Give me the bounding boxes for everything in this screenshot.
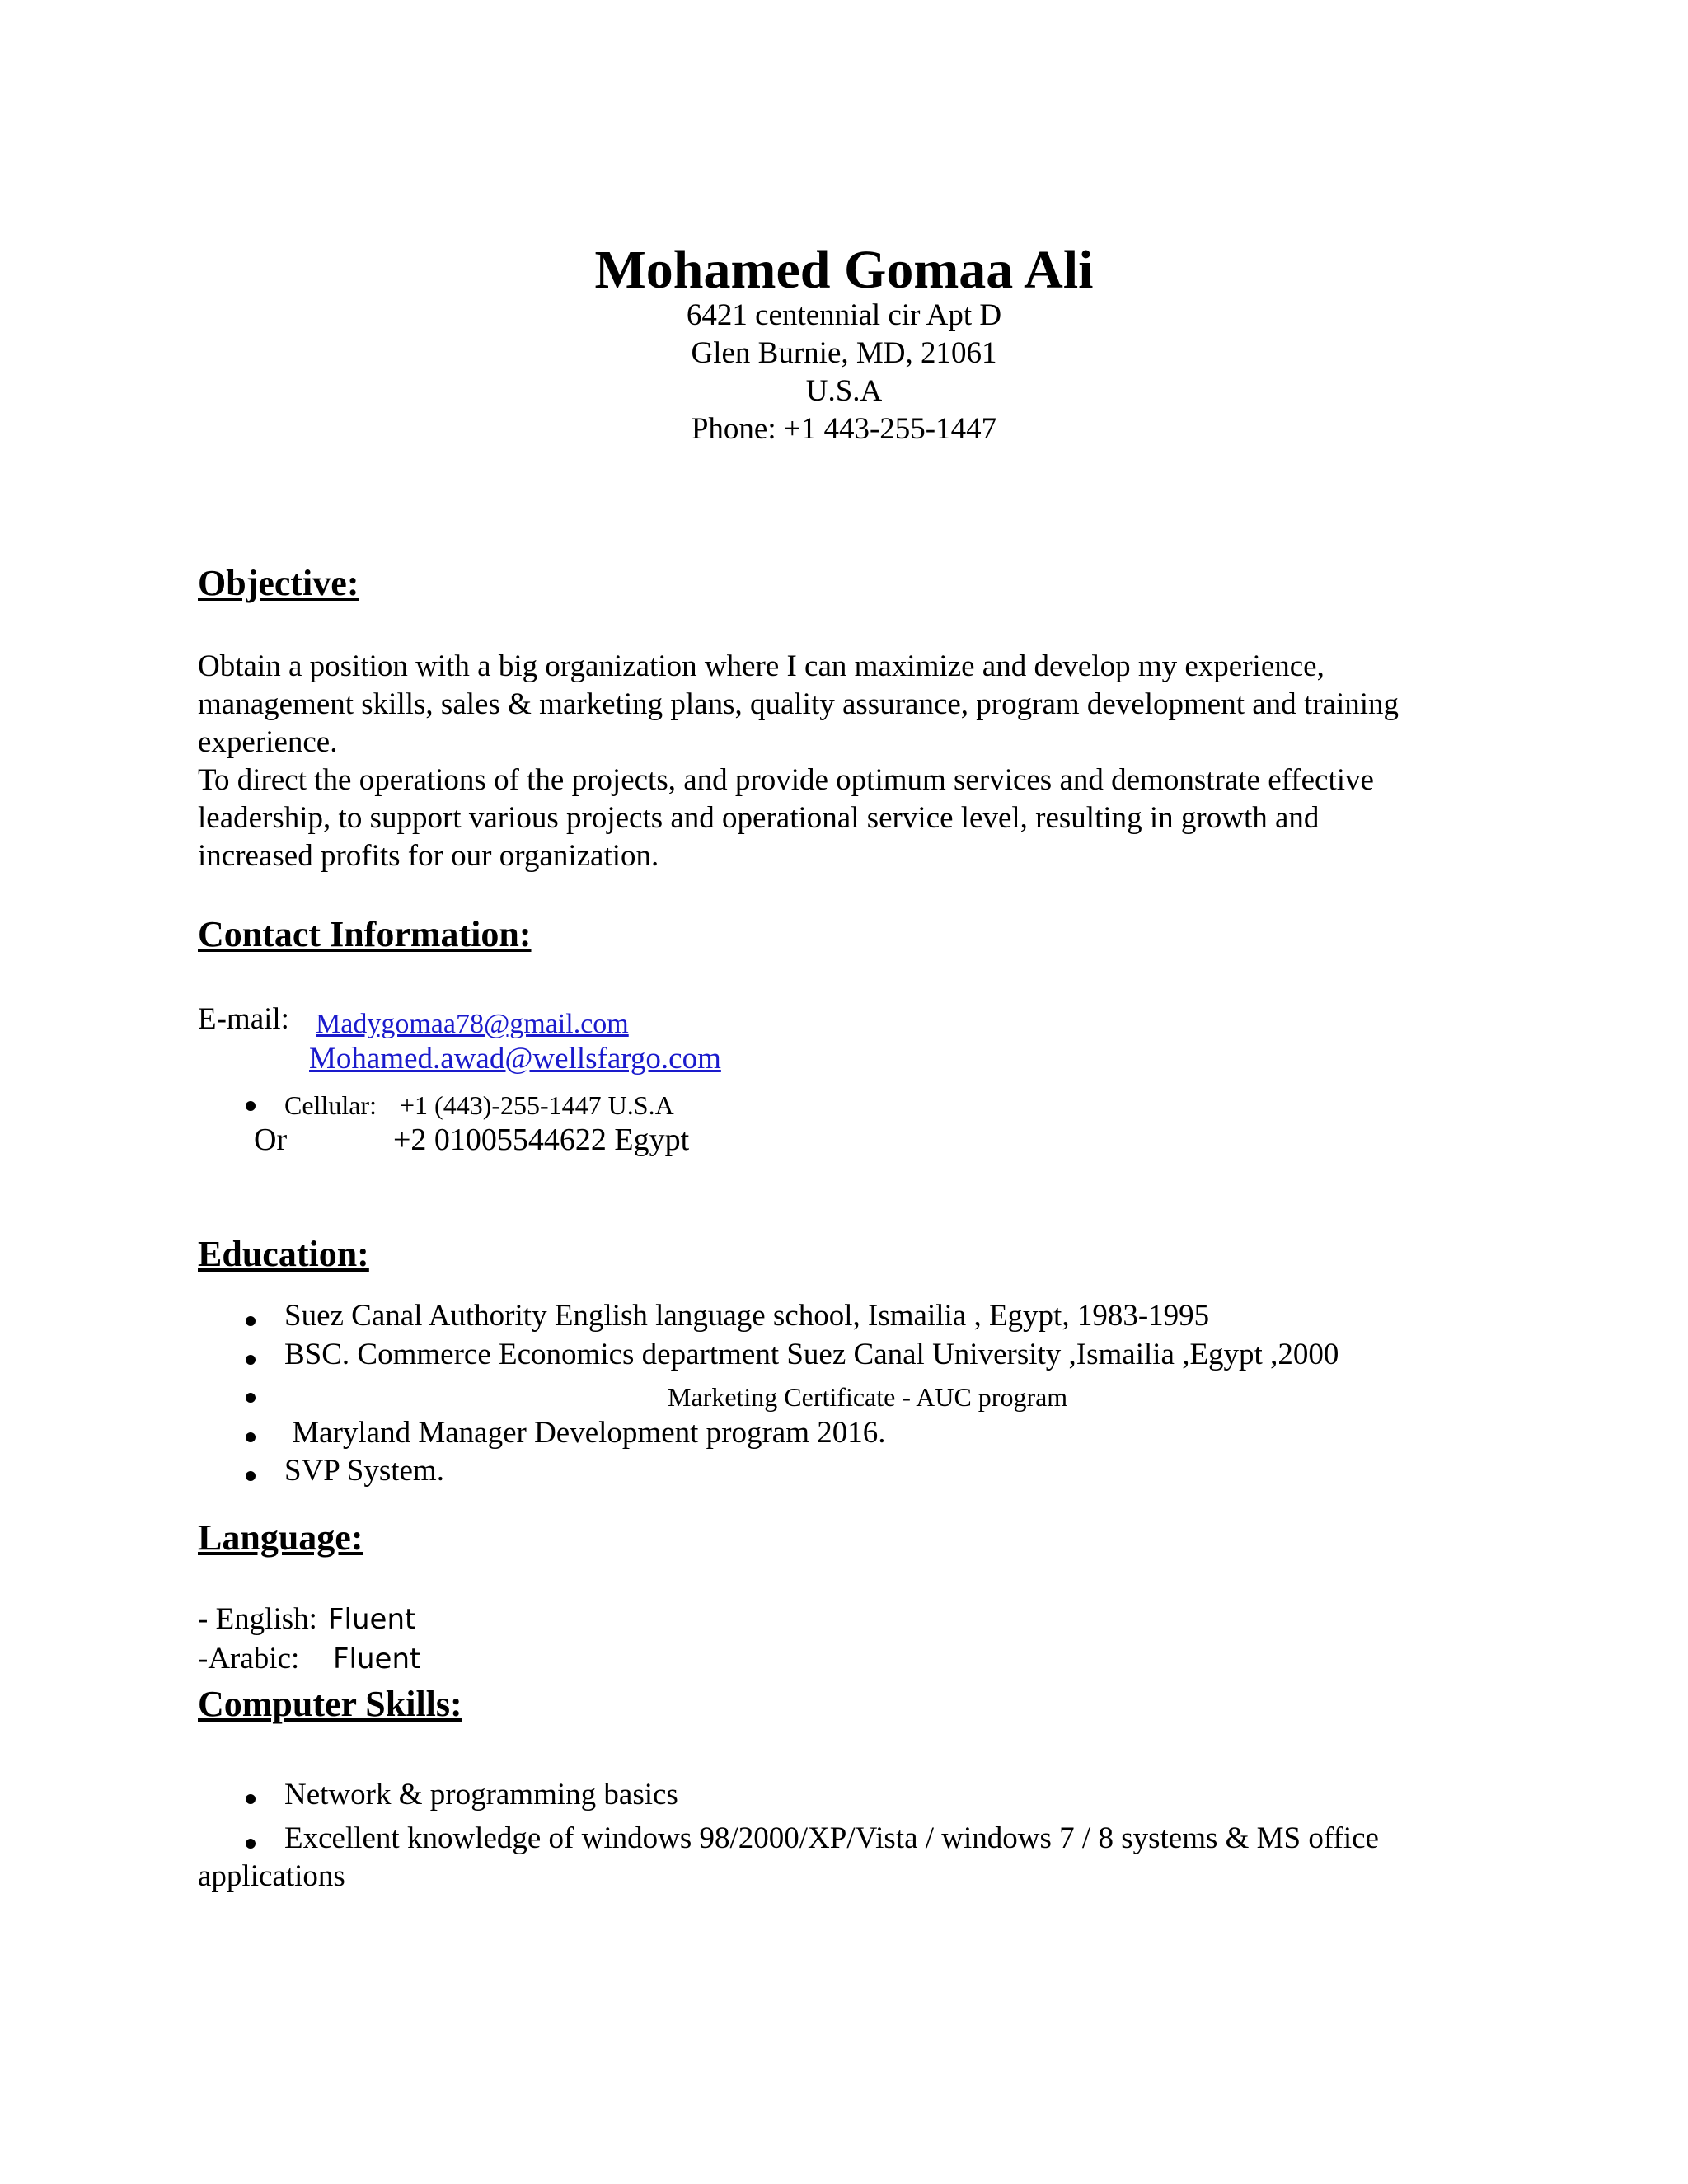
cellular-value: +1 (443)-255-1447 U.S.A [400,1090,674,1120]
email-link-wellsfargo[interactable]: Mohamed.awad@wellsfargo.com [309,1042,721,1076]
objective-line: leadership, to support various projects and operational service level, resulting in growth and [198,801,1320,835]
or-label: Or [254,1122,288,1157]
resume-name: Mohamed Gomaa Ali [594,240,1094,300]
bullet-icon [246,1794,256,1804]
english-label: - English: [198,1602,317,1636]
contact-heading: Contact Information: [198,914,532,954]
education-item: Suez Canal Authority English language school, Ismailia , Egypt, 1983-1995 [284,1299,1210,1333]
computer-skills-heading: Computer Skills: [198,1684,462,1724]
bullet-icon [246,1355,256,1365]
language-heading: Language: [198,1517,363,1558]
cellular-label: Cellular: [284,1090,377,1120]
bullet-icon [246,1471,256,1481]
email-link-gmail[interactable]: Madygomaa78@gmail.com [316,1009,629,1039]
education-item: Marketing Certificate - AUC program [668,1382,1068,1412]
bullet-icon [246,1393,256,1403]
bullet-icon [246,1432,256,1442]
objective-line: Obtain a position with a big organization where I can maximize and develop my experience, [198,649,1325,683]
bullet-icon [246,1101,256,1111]
email-label: E-mail: [198,1002,289,1036]
computer-skill-item: Network & programming basics [284,1778,678,1811]
objective-line: increased profits for our organization. [198,839,659,873]
alt-phone: +2 01005544622 Egypt [393,1122,690,1157]
education-heading: Education: [198,1234,369,1274]
objective-line: experience. [198,725,338,759]
objective-line: management skills, sales & marketing plans, quality assurance, program development and training [198,687,1400,721]
arabic-label: -Arabic: [198,1642,300,1675]
computer-skill-item: Excellent knowledge of windows 98/2000/XP/Vista / windows 7 / 8 systems & MS office [284,1821,1379,1855]
address-country: U.S.A [805,374,883,408]
education-item: SVP System. [284,1454,444,1488]
computer-skill-item-continuation: applications [198,1859,345,1893]
header-phone: Phone: +1 443-255-1447 [691,412,997,446]
address-line-1: 6421 centennial cir Apt D [686,298,1002,332]
bullet-icon [246,1839,256,1849]
address-line-2: Glen Burnie, MD, 21061 [691,336,997,370]
education-item: BSC. Commerce Economics department Suez Canal University ,Ismailia ,Egypt ,2000 [284,1338,1339,1371]
objective-line: To direct the operations of the projects, and provide optimum services and demonstrate effective [198,763,1374,797]
english-level: Fluent [328,1603,416,1636]
education-item: Maryland Manager Development program 2016. [284,1416,886,1450]
arabic-level: Fluent [333,1643,421,1675]
bullet-icon [246,1316,256,1326]
objective-heading: Objective: [198,563,359,603]
